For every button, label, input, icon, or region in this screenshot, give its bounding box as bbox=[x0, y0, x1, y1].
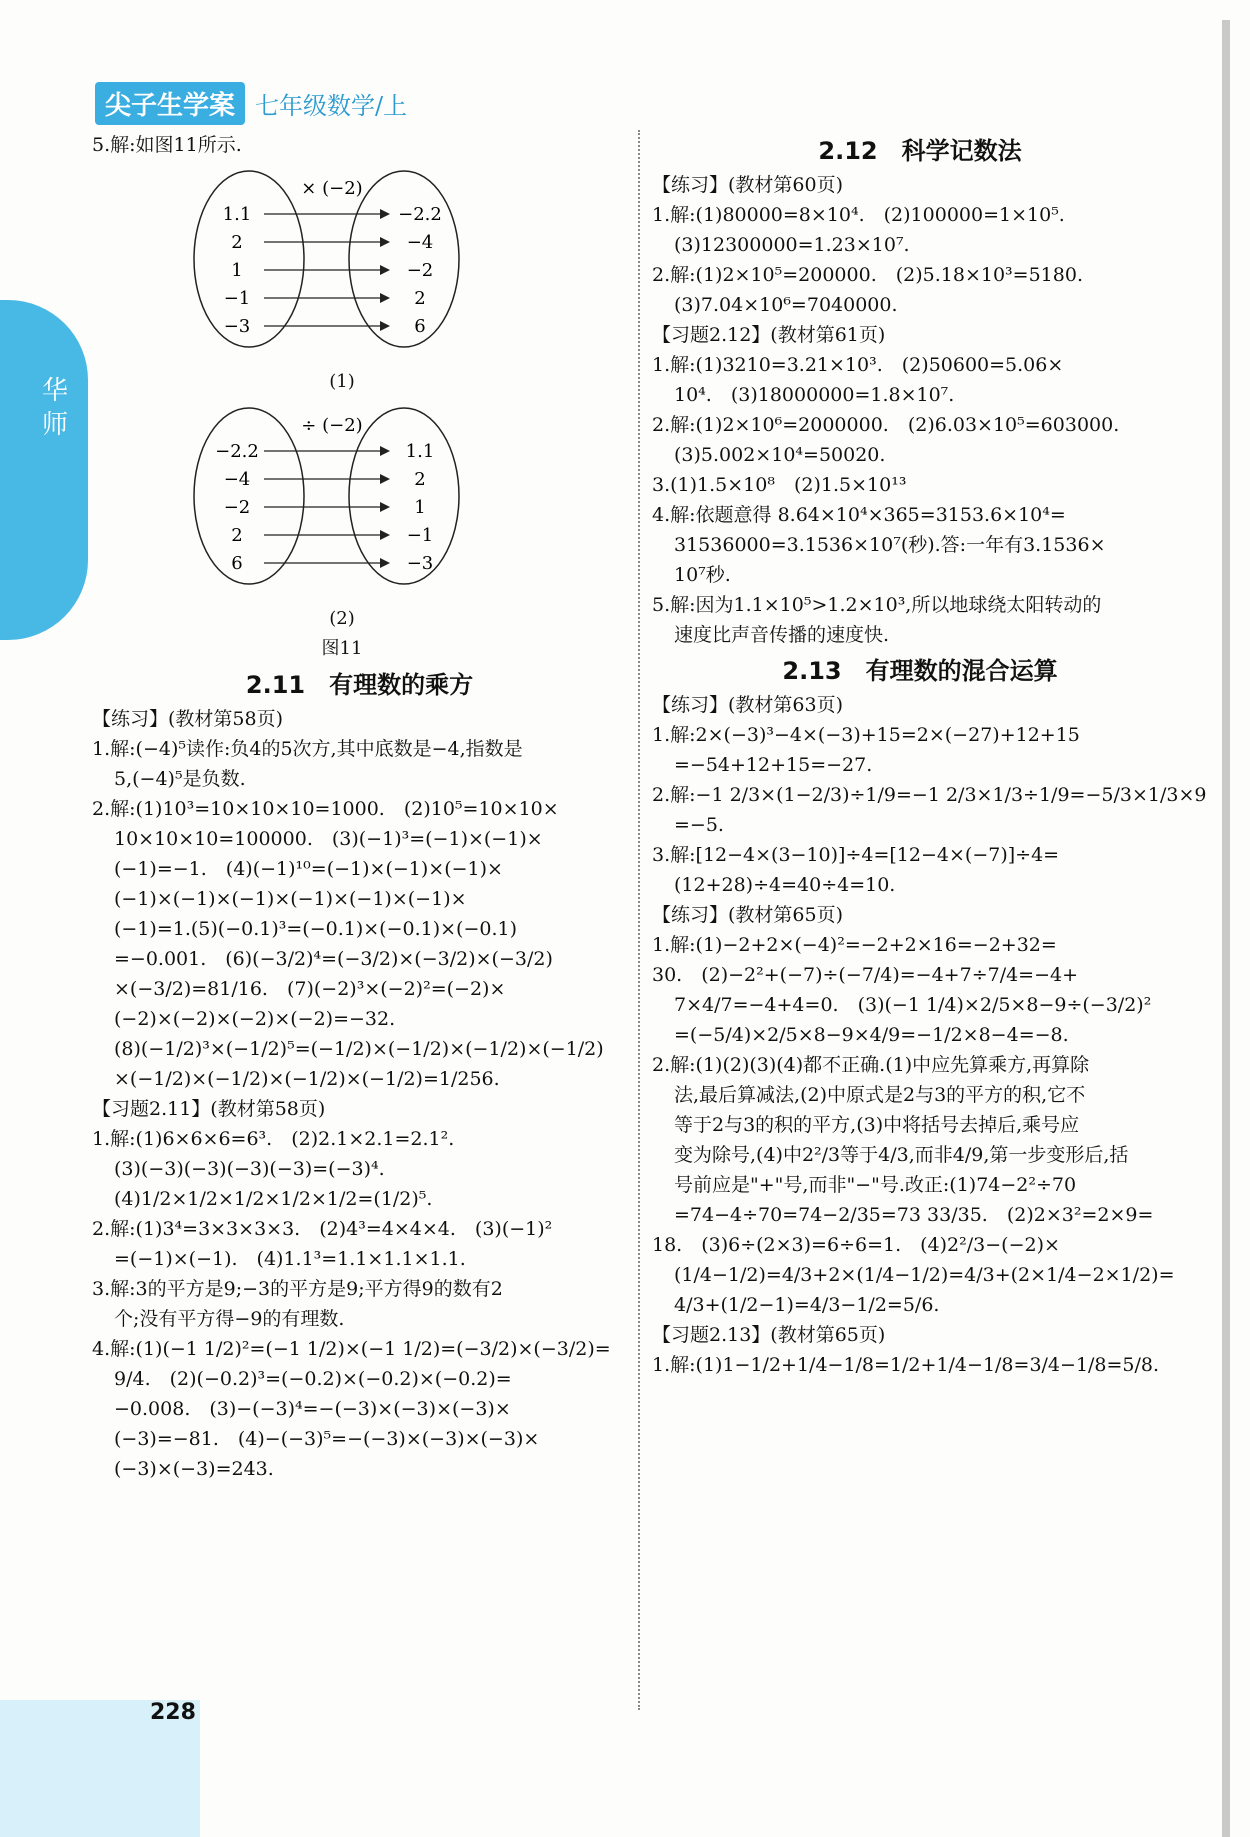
text-line: 【习题2.12】(教材第61页) bbox=[652, 324, 886, 346]
text-line: =−0.001. (6)(−3/2)⁴=(−3/2)×(−3/2)×(−3/2) bbox=[114, 948, 553, 970]
answer-q5: 5.解:如图11所示. bbox=[92, 134, 242, 156]
arrow-head-icon bbox=[380, 265, 390, 275]
text-line: 1.解:(1)1−1/2+1/4−1/8=1/2+1/4−1/8=3/4−1/8=5/8. bbox=[652, 1354, 1160, 1376]
text-line: 31536000=3.1536×10⁷(秒).答:一年有3.1536× bbox=[674, 534, 1106, 556]
diagram-left-value: 1 bbox=[231, 260, 243, 281]
section-title-2-12: 2.12 科学记数法 bbox=[818, 137, 1022, 165]
text-line: 3.解:3的平方是9;−3的平方是9;平方得9的数有2 bbox=[92, 1278, 503, 1300]
text-line: =(−5/4)×2/5×8−9×4/9=−1/2×8−4=−8. bbox=[674, 1024, 1069, 1046]
text-line: 4/3+(1/2−1)=4/3−1/2=5/6. bbox=[674, 1294, 940, 1316]
text-line: 个;没有平方得−9的有理数. bbox=[114, 1308, 345, 1330]
diagram-right-value: 2 bbox=[414, 469, 426, 490]
text-line: ×(−1/2)×(−1/2)×(−1/2)×(−1/2)=1/256. bbox=[114, 1068, 500, 1090]
text-line: 10×10×10=100000. (3)(−1)³=(−1)×(−1)× bbox=[114, 828, 543, 850]
page-edge-shadow bbox=[1222, 20, 1230, 1837]
arrow-head-icon bbox=[380, 502, 390, 512]
text-line: 【习题2.11】(教材第58页) bbox=[92, 1098, 326, 1120]
mapping-diagram-2 bbox=[192, 401, 492, 591]
diagram-right-value: −2.2 bbox=[398, 204, 442, 225]
diagram-left-value: −4 bbox=[223, 469, 251, 490]
diagram-op: × (−2) bbox=[301, 178, 363, 199]
text-line: (−1)×(−1)×(−1)×(−1)×(−1)×(−1)× bbox=[114, 888, 467, 910]
diagram-left-value: 1.1 bbox=[222, 204, 252, 225]
arrow-head-icon bbox=[380, 558, 390, 568]
text-line: 30. (2)−2²+(−7)÷(−7/4)=−4+7÷7/4=−4+ bbox=[652, 964, 1079, 986]
text-line: 【练习】(教材第65页) bbox=[652, 904, 844, 926]
text-line: (−3)=−81. (4)−(−3)⁵=−(−3)×(−3)×(−3)× bbox=[114, 1428, 540, 1450]
text-line: 【练习】(教材第58页) bbox=[92, 708, 284, 730]
text-line: 等于2与3的积的平方,(3)中将括号去掉后,乘号应 bbox=[674, 1114, 1080, 1136]
text-line: =−54+12+15=−27. bbox=[674, 754, 873, 776]
arrow-head-icon bbox=[380, 237, 390, 247]
text-line: 10⁴. (3)18000000=1.8×10⁷. bbox=[674, 384, 955, 406]
header bbox=[95, 82, 407, 125]
section-2-12-body bbox=[652, 170, 1188, 650]
text-line: 变为除号,(4)中2²/3等于4/3,而非4/9,第一步变形后,括 bbox=[674, 1144, 1129, 1166]
diagram-label: (2) bbox=[329, 608, 355, 629]
diagram-right-value: −3 bbox=[406, 553, 434, 574]
text-line: (3)5.002×10⁴=50020. bbox=[674, 444, 886, 466]
text-line: −0.008. (3)−(−3)⁴=−(−3)×(−3)×(−3)× bbox=[114, 1398, 511, 1420]
side-tab-char: 师 bbox=[42, 410, 69, 440]
text-line: 3.(1)1.5×10⁸ (2)1.5×10¹³ bbox=[652, 474, 907, 496]
text-line: (−1)=1.(5)(−0.1)³=(−0.1)×(−0.1)×(−0.1) bbox=[114, 918, 518, 940]
text-line: 【习题2.13】(教材第65页) bbox=[652, 1324, 886, 1346]
diagram-left-value: 2 bbox=[231, 232, 243, 253]
side-tab-char: 华 bbox=[42, 376, 69, 406]
diagram-left-value: −3 bbox=[223, 316, 251, 337]
text-line: 2.解:(1)3⁴=3×3×3×3. (2)4³=4×4×4. (3)(−1)² bbox=[92, 1218, 553, 1240]
text-line: (1/4−1/2)=4/3+2×(1/4−1/2)=4/3+(2×1/4−2×1/2)= bbox=[674, 1264, 1175, 1286]
left-column bbox=[92, 130, 627, 1484]
section-title-2-11: 2.11 有理数的乘方 bbox=[245, 671, 474, 699]
diagram-right-value: −1 bbox=[406, 525, 434, 546]
side-tab bbox=[0, 300, 88, 640]
diagram-label: (1) bbox=[329, 371, 355, 392]
text-line: =−5. bbox=[674, 814, 724, 836]
diagram-right-value: 1 bbox=[414, 497, 426, 518]
arrow-head-icon bbox=[380, 293, 390, 303]
text-line: 1.解:2×(−3)³−4×(−3)+15=2×(−27)+12+15 bbox=[652, 724, 1080, 746]
text-line: 【练习】(教材第60页) bbox=[652, 174, 844, 196]
arrow-head-icon bbox=[380, 530, 390, 540]
text-line: (3)7.04×10⁶=7040000. bbox=[674, 294, 898, 316]
mapping-diagram-1 bbox=[192, 164, 492, 354]
text-line: =74−4÷70=74−2/35=73 33/35. (2)2×3²=2×9= bbox=[674, 1204, 1154, 1226]
diagram-left-value: 6 bbox=[231, 553, 243, 574]
brand-label: 尖子生学案 bbox=[95, 82, 245, 125]
text-line: 1.解:(−4)⁵读作:负4的5次方,其中底数是−4,指数是 bbox=[92, 738, 523, 760]
diagram-left-value: −1 bbox=[223, 288, 251, 309]
diagram-right-value: 6 bbox=[414, 316, 426, 337]
diagram-right-value: −4 bbox=[406, 232, 434, 253]
section-2-11-body bbox=[92, 704, 627, 1484]
text-line: 5.解:因为1.1×10⁵>1.2×10³,所以地球绕太阳转动的 bbox=[652, 594, 1102, 616]
text-line: (−1)=−1. (4)(−1)¹⁰=(−1)×(−1)×(−1)× bbox=[114, 858, 503, 880]
arrow-head-icon bbox=[380, 446, 390, 456]
figure-caption: 图11 bbox=[321, 638, 363, 659]
text-line: 1.解:(1)6×6×6=6³. (2)2.1×2.1=2.1². bbox=[92, 1128, 455, 1150]
text-line: 【练习】(教材第63页) bbox=[652, 694, 844, 716]
text-line: 3.解:[12−4×(3−10)]÷4=[12−4×(−7)]÷4= bbox=[652, 844, 1060, 866]
text-line: 1.解:(1)3210=3.21×10³. (2)50600=5.06× bbox=[652, 354, 1064, 376]
page-number: 228 bbox=[150, 1700, 196, 1725]
arrow-head-icon bbox=[380, 474, 390, 484]
diagram-left-value: −2 bbox=[223, 497, 251, 518]
text-line: 2.解:(1)2×10⁵=200000. (2)5.18×10³=5180. bbox=[652, 264, 1083, 286]
diagram-right-value: 2 bbox=[414, 288, 426, 309]
text-line: 2.解:(1)(2)(3)(4)都不正确.(1)中应先算乘方,再算除 bbox=[652, 1054, 1090, 1076]
right-column bbox=[652, 130, 1207, 1380]
text-line: (3)12300000=1.23×10⁷. bbox=[674, 234, 910, 256]
text-line: 10⁷秒. bbox=[674, 564, 731, 586]
text-line: 2.解:(1)2×10⁶=2000000. (2)6.03×10⁵=603000. bbox=[652, 414, 1120, 436]
text-line: 9/4. (2)(−0.2)³=(−0.2)×(−0.2)×(−0.2)= bbox=[114, 1368, 512, 1390]
text-line: (−3)×(−3)=243. bbox=[114, 1458, 274, 1480]
arrow-head-icon bbox=[380, 321, 390, 331]
diagram-op: ÷ (−2) bbox=[301, 415, 363, 436]
section-title-2-13: 2.13 有理数的混合运算 bbox=[782, 657, 1058, 685]
text-line: (4)1/2×1/2×1/2×1/2×1/2=(1/2)⁵. bbox=[114, 1188, 433, 1210]
text-line: =(−1)×(−1). (4)1.1³=1.1×1.1×1.1. bbox=[114, 1248, 466, 1270]
diagram-left-value: 2 bbox=[231, 525, 243, 546]
text-line: 1.解:(1)80000=8×10⁴. (2)100000=1×10⁵. bbox=[652, 204, 1065, 226]
text-line: 法,最后算减法,(2)中原式是2与3的平方的积,它不 bbox=[674, 1084, 1086, 1106]
arrow-head-icon bbox=[380, 209, 390, 219]
column-divider bbox=[638, 130, 640, 1710]
diagram-right-value: 1.1 bbox=[405, 441, 435, 462]
text-line: 7×4/7=−4+4=0. (3)(−1 1/4)×2/5×8−9÷(−3/2)² bbox=[674, 994, 1152, 1016]
text-line: 5,(−4)⁵是负数. bbox=[114, 768, 246, 790]
text-line: 号前应是"+"号,而非"−"号.改正:(1)74−2²÷70 bbox=[674, 1174, 1077, 1196]
text-line: (8)(−1/2)³×(−1/2)⁵=(−1/2)×(−1/2)×(−1/2)×(−1/2) bbox=[114, 1038, 604, 1060]
text-line: 速度比声音传播的速度快. bbox=[674, 624, 890, 646]
text-line: 4.解:(1)(−1 1/2)²=(−1 1/2)×(−1 1/2)=(−3/2)×(−3/2)= bbox=[92, 1338, 611, 1360]
book-subtitle: 七年级数学/上 bbox=[255, 92, 408, 120]
text-line: 18. (3)6÷(2×3)=6÷6=1. (4)2²/3−(−2)× bbox=[652, 1234, 1060, 1256]
diagram-right-value: −2 bbox=[406, 260, 434, 281]
text-line: (−2)×(−2)×(−2)×(−2)=−32. bbox=[114, 1008, 396, 1030]
text-line: 2.解:−1 2/3×(1−2/3)÷1/9=−1 2/3×1/3÷1/9=−5/3×1/3×9 bbox=[652, 784, 1207, 806]
text-line: 4.解:依题意得 8.64×10⁴×365=3153.6×10⁴= bbox=[652, 504, 1066, 526]
section-2-13-body bbox=[652, 690, 1207, 1380]
text-line: 1.解:(1)−2+2×(−4)²=−2+2×16=−2+32= bbox=[652, 934, 1057, 956]
text-line: 2.解:(1)10³=10×10×10=1000. (2)10⁵=10×10× bbox=[92, 798, 559, 820]
diagram-left-value: −2.2 bbox=[215, 441, 259, 462]
text-line: (12+28)÷4=40÷4=10. bbox=[674, 874, 896, 896]
text-line: (3)(−3)(−3)(−3)(−3)=(−3)⁴. bbox=[114, 1158, 385, 1180]
text-line: ×(−3/2)=81/16. (7)(−2)³×(−2)²=(−2)× bbox=[114, 978, 506, 1000]
